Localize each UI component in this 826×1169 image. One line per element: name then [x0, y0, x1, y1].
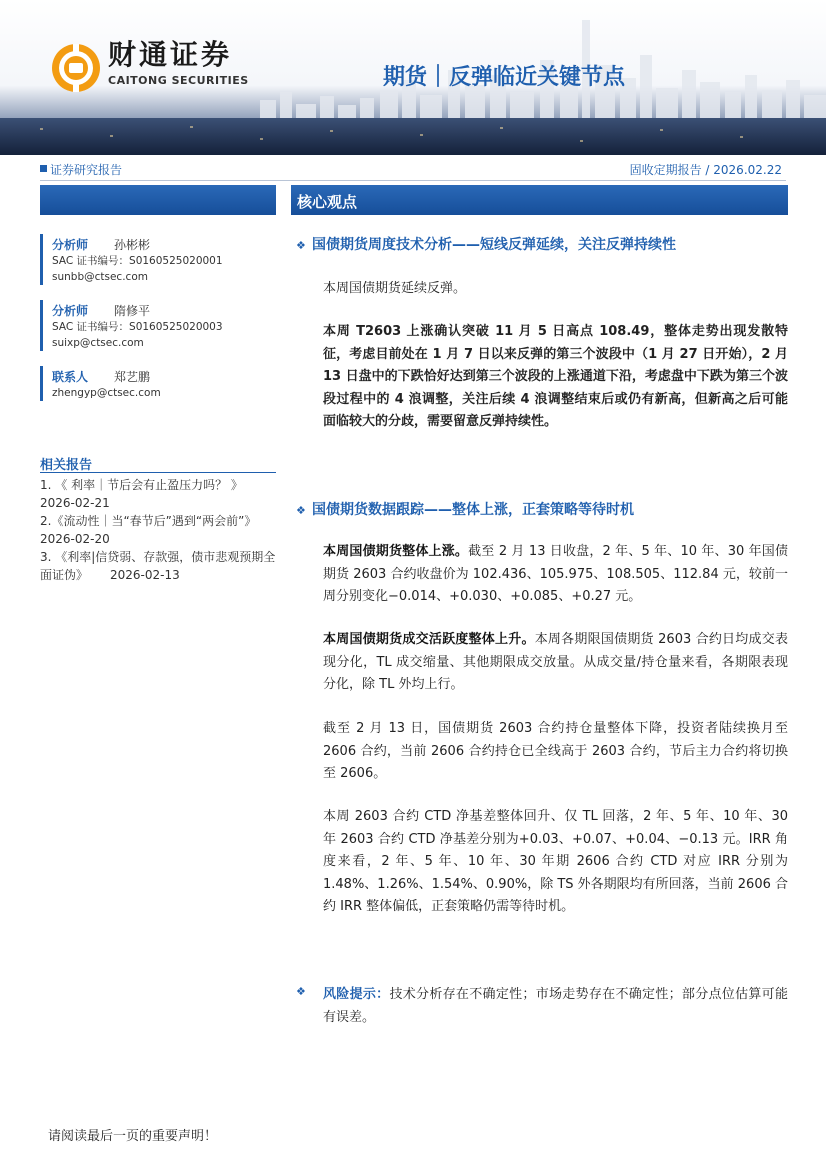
sidebar-header-bar	[40, 185, 276, 215]
analyst-name: 孙彬彬	[114, 238, 151, 252]
core-view-bar	[291, 185, 788, 215]
related-reports-title: 相关报告	[40, 454, 276, 473]
diamond-bullet-icon: ❖	[296, 239, 306, 252]
related-report-date: 2026-02-21	[40, 496, 110, 510]
company-logo	[50, 38, 250, 98]
core-view-title: 核心观点	[297, 193, 358, 211]
analyst-role: 分析师	[52, 304, 89, 318]
related-report-link[interactable]	[40, 476, 286, 512]
related-reports-list	[40, 476, 286, 584]
paragraph: 本周国债期货延续反弹。	[323, 281, 467, 296]
related-report-date: 2026-02-20	[40, 532, 110, 546]
brand-name-cn: 财通证券	[108, 38, 233, 71]
contact-email[interactable]: zhengyp@ctsec.com	[52, 387, 161, 399]
risk-warning	[296, 984, 312, 999]
header-banner	[0, 0, 826, 155]
contact-role: 联系人	[52, 370, 89, 384]
paragraph-open-interest: 截至 2 月 13 日，国债期货 2603 合约持仓量整体下降，投资者陆续换月至 2606 合约，当前 2606 合约持仓已全线高于 2603 合约，节后主力合约将切换至 2606。	[323, 721, 788, 781]
section-heading-technical: ❖ 国债期货周度技术分析——短线反弹延续，关注反弹持续性	[296, 237, 676, 253]
related-report-link[interactable]	[40, 512, 286, 548]
section-heading-data: ❖ 国债期货数据跟踪——整体上涨，正套策略等待时机	[296, 502, 634, 518]
report-category: 证券研究报告	[50, 163, 123, 177]
analyst-email[interactable]: suixp@ctsec.com	[52, 337, 144, 349]
page-title: 期货｜反弹临近关键节点	[383, 65, 626, 90]
logo-emblem-icon	[50, 42, 102, 94]
brand-name-en: CAITONG SECURITIES	[108, 74, 249, 87]
footer-disclaimer: 请阅读最后一页的重要声明！	[48, 1129, 218, 1144]
analyst-cert: SAC 证书编号：S0160525020003	[52, 321, 223, 333]
report-type-date: 固收定期报告 / 2026.02.22	[629, 163, 782, 177]
analyst-role: 分析师	[52, 238, 89, 252]
analyst-email[interactable]: sunbb@ctsec.com	[52, 271, 148, 283]
paragraph-price: 本周国债期货整体上涨。截至 2 月 13 日收盘，2 年、5 年、10 年、30 年国债期货 2603 合约收盘价为 102.436、105.975、108.505、112.84 元，较前一周分别变化−0.014、+0.030、+0.085、+0.27 元。	[323, 544, 788, 604]
analyst-cert: SAC 证书编号：S0160525020001	[52, 255, 223, 267]
related-report-title: 3. 《利率|信贷弱、存款强，债市悲观预期全面证伪》	[40, 550, 276, 582]
report-meta-bar	[40, 160, 786, 181]
diamond-bullet-icon: ❖	[296, 985, 306, 998]
paragraph-technical-analysis: 本周 T2603 上涨确认突破 11 月 5 日高点 108.49，整体走势出现发散特征，考虑目前处在 1 月 7 日以来反弹的第三个波段中（1 月 27 日开始），2 月 13 日盘中的下跌恰好达到第三个波段的上涨通道下沿，考虑盘中下跌为第三个波段过程中的 4 浪调整，关注后续 4 浪调整结束后或仍有新高，但新高之后可能面临较大的分歧，需要留意反弹持续性。	[323, 324, 788, 429]
analyst-card	[40, 234, 276, 285]
diamond-bullet-icon: ❖	[296, 504, 306, 517]
paragraph-volume: 本周国债期货成交活跃度整体上升。本周各期限国债期货 2603 合约日均成交表现分化，TL 成交缩量、其他期限成交放量。从成交量/持仓量来看，各期限表现分化，除 TL 外均上行。	[323, 632, 788, 692]
paragraph-basis-irr: 本周 2603 合约 CTD 净基差整体回升、仅 TL 回落，2 年、5 年、10 年、30 年 2603 合约 CTD 净基差分别为+0.03、+0.07、+0.04、−0.13 元。IRR 角度来看，2 年、5 年、10 年、30 年期 2606 合约 CTD 对应 IRR 分别为 1.48%、1.26%、1.54%、0.90%，除 TS 外各期限均有所回落，当前 2606 合约 IRR 整体偏低，正套策略仍需等待时机。	[323, 809, 788, 914]
related-report-link[interactable]	[40, 548, 286, 584]
contact-card	[40, 366, 276, 401]
analyst-card	[40, 300, 276, 351]
related-report-title: 2.《流动性｜当“春节后”遇到“两会前”》	[40, 514, 257, 528]
risk-warning-text: 风险提示：技术分析存在不确定性；市场走势存在不确定性；部分点位估算可能有误差。	[323, 987, 788, 1025]
related-report-date: 2026-02-13	[110, 568, 180, 582]
analyst-name: 隋修平	[114, 304, 151, 318]
contact-name: 郑艺鹏	[114, 370, 151, 384]
square-bullet-icon	[40, 165, 47, 172]
related-report-title: 1. 《 利率｜节后会有止盈压力吗？ 》	[40, 478, 243, 492]
